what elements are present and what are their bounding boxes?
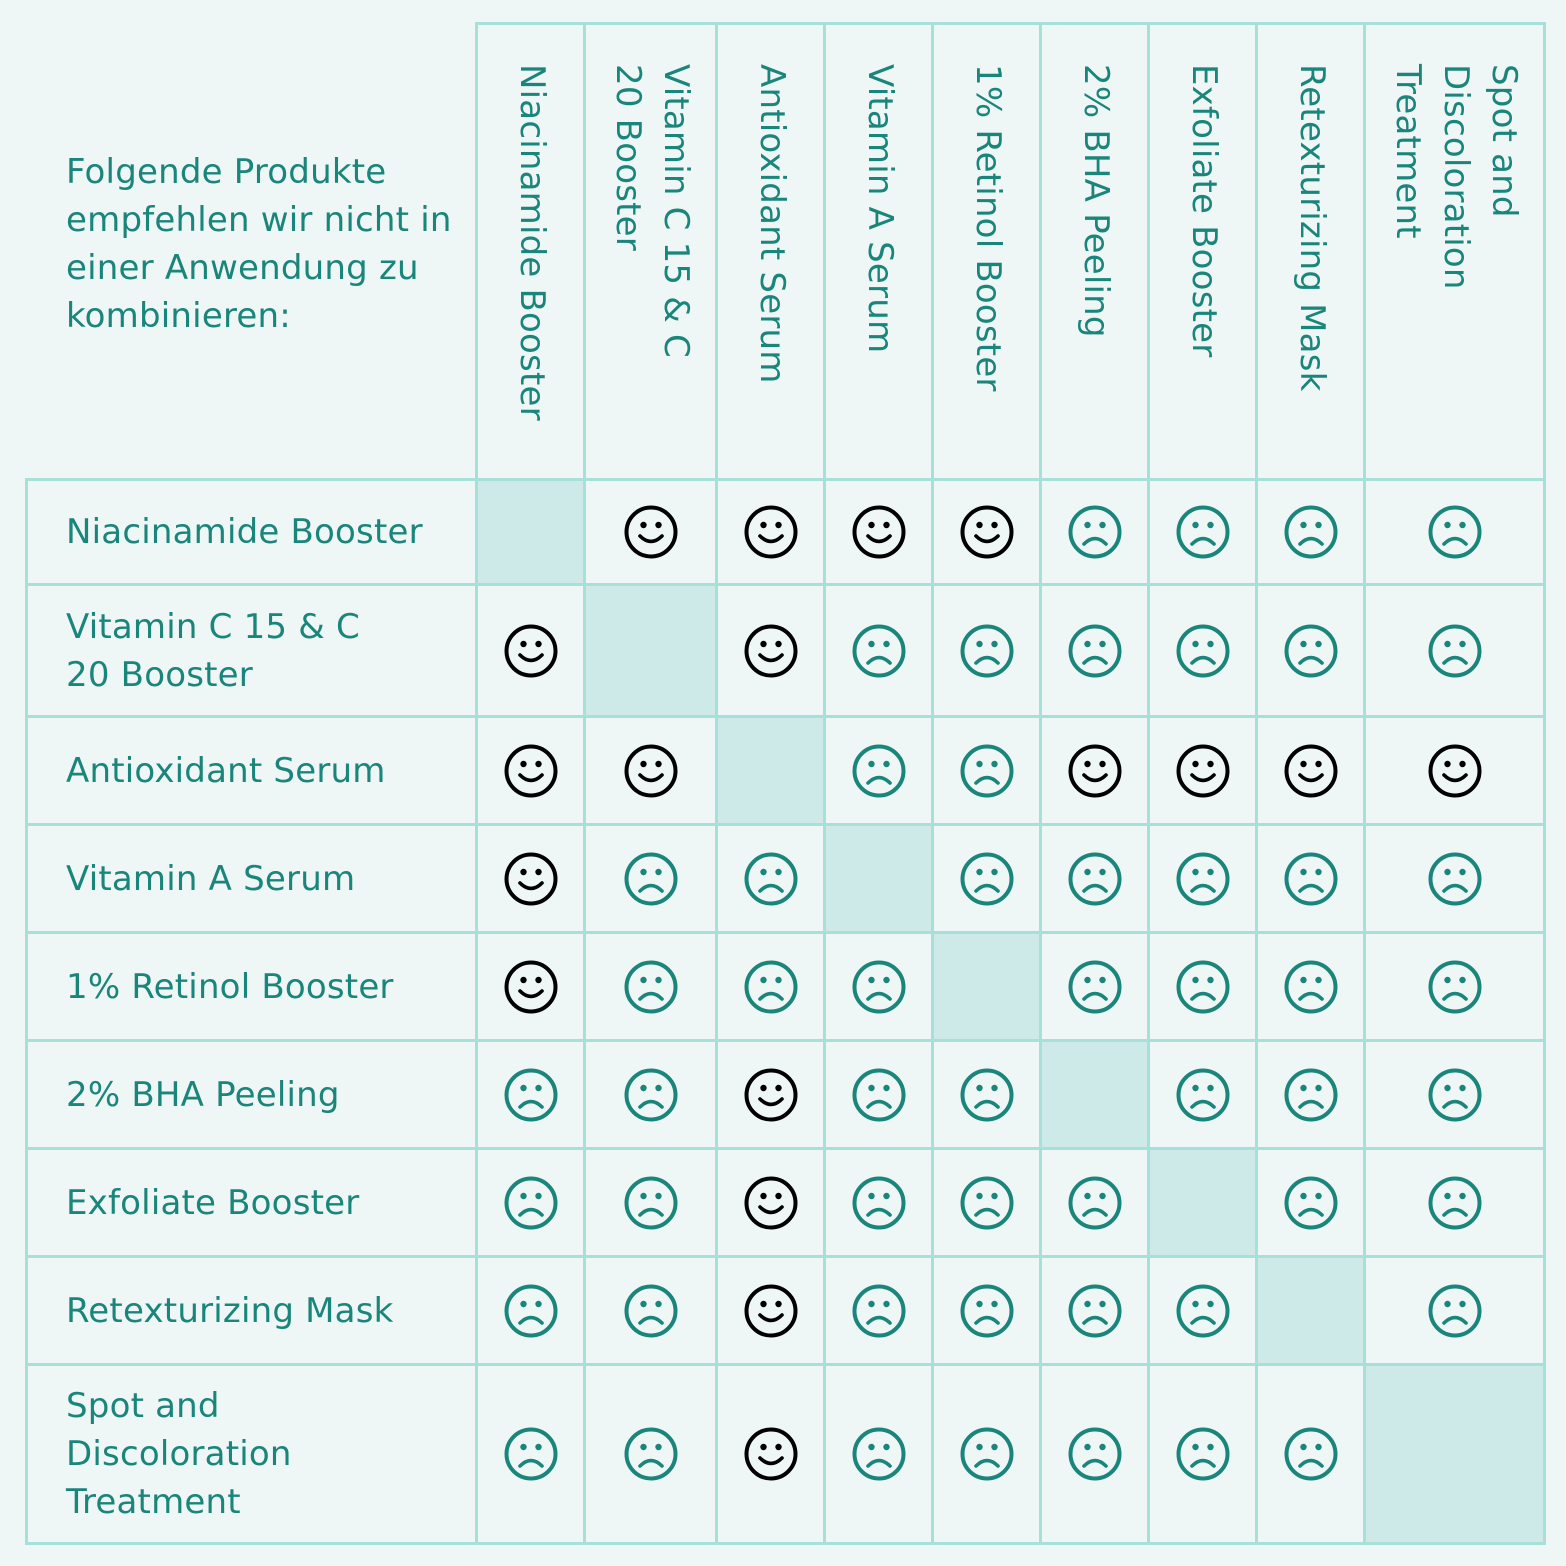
grid-vline xyxy=(823,22,826,1545)
column-header: Antioxidant Serum xyxy=(752,64,792,384)
grid-vline xyxy=(1147,22,1150,1545)
grid-hline xyxy=(25,1147,1546,1150)
grid-vline xyxy=(1363,22,1366,1545)
grid-vline xyxy=(583,22,586,1545)
sad-icon xyxy=(744,960,798,1014)
diagonal-cell xyxy=(586,586,715,715)
sad-icon xyxy=(624,1284,678,1338)
sad-icon xyxy=(624,1068,678,1122)
happy-icon xyxy=(504,960,558,1014)
sad-icon xyxy=(1068,505,1122,559)
sad-icon xyxy=(852,1176,906,1230)
sad-icon xyxy=(1428,852,1482,906)
grid-vline xyxy=(1543,22,1546,1545)
sad-icon xyxy=(1176,1284,1230,1338)
sad-icon xyxy=(1176,505,1230,559)
sad-icon xyxy=(1284,1068,1338,1122)
sad-icon xyxy=(1428,505,1482,559)
sad-icon xyxy=(960,744,1014,798)
sad-icon xyxy=(1284,624,1338,678)
row-label: Niacinamide Booster xyxy=(66,512,423,552)
sad-icon xyxy=(1428,960,1482,1014)
row-label: Exfoliate Booster xyxy=(66,1182,360,1223)
column-header: Vitamin A Serum xyxy=(860,64,900,354)
sad-icon xyxy=(624,852,678,906)
sad-icon xyxy=(852,1284,906,1338)
sad-icon xyxy=(960,1427,1014,1481)
happy-icon xyxy=(744,1176,798,1230)
sad-icon xyxy=(744,852,798,906)
sad-icon xyxy=(1068,960,1122,1014)
grid-vline xyxy=(1039,22,1042,1545)
sad-icon xyxy=(1068,624,1122,678)
column-header: 1% Retinol Booster xyxy=(968,64,1008,392)
happy-icon xyxy=(1068,744,1122,798)
intro-text: Folgende Produkte empfehlen wir nicht in einer Anwendung zu kombinieren: xyxy=(66,152,452,336)
happy-icon xyxy=(504,744,558,798)
row-label: 1% Retinol Booster xyxy=(66,966,394,1007)
diagonal-cell xyxy=(718,718,823,823)
sad-icon xyxy=(852,1427,906,1481)
happy-icon xyxy=(1176,744,1230,798)
happy-icon xyxy=(744,1068,798,1122)
sad-icon xyxy=(1428,624,1482,678)
happy-icon xyxy=(852,505,906,559)
column-header: Vitamin C 15 & C 20 Booster xyxy=(608,64,696,358)
sad-icon xyxy=(1068,1284,1122,1338)
diagonal-cell xyxy=(1150,1150,1255,1255)
happy-icon xyxy=(624,505,678,559)
row-label: Vitamin C 15 & C 20 Booster xyxy=(66,606,360,695)
sad-icon xyxy=(852,624,906,678)
column-header: 2% BHA Peeling xyxy=(1076,64,1116,338)
column-header: Spot and Discoloration Treatment xyxy=(1388,64,1524,290)
row-label: Retexturizing Mask xyxy=(66,1290,394,1331)
grid-vline xyxy=(25,478,28,1545)
sad-icon xyxy=(624,960,678,1014)
happy-icon xyxy=(744,1284,798,1338)
column-header: Exfoliate Booster xyxy=(1184,64,1224,358)
sad-icon xyxy=(1176,852,1230,906)
grid-hline xyxy=(25,823,1546,826)
sad-icon xyxy=(960,1176,1014,1230)
grid-hline xyxy=(25,931,1546,934)
happy-icon xyxy=(624,744,678,798)
sad-icon xyxy=(960,624,1014,678)
sad-icon xyxy=(960,852,1014,906)
sad-icon xyxy=(1428,1176,1482,1230)
sad-icon xyxy=(852,1068,906,1122)
sad-icon xyxy=(1176,1068,1230,1122)
diagonal-cell xyxy=(1366,1366,1543,1542)
sad-icon xyxy=(1284,852,1338,906)
sad-icon xyxy=(1068,1427,1122,1481)
happy-icon xyxy=(960,505,1014,559)
column-header: Retexturizing Mask xyxy=(1292,64,1332,392)
diagonal-cell xyxy=(1258,1258,1363,1363)
sad-icon xyxy=(1284,1427,1338,1481)
grid-hline xyxy=(25,583,1546,586)
row-label: 2% BHA Peeling xyxy=(66,1074,340,1115)
sad-icon xyxy=(1176,624,1230,678)
happy-icon xyxy=(504,852,558,906)
sad-icon xyxy=(504,1284,558,1338)
diagonal-cell xyxy=(934,934,1039,1039)
happy-icon xyxy=(1428,744,1482,798)
sad-icon xyxy=(1284,505,1338,559)
happy-icon xyxy=(744,1427,798,1481)
sad-icon xyxy=(852,960,906,1014)
sad-icon xyxy=(1068,852,1122,906)
sad-icon xyxy=(504,1176,558,1230)
grid-hline xyxy=(25,1039,1546,1042)
sad-icon xyxy=(960,1068,1014,1122)
sad-icon xyxy=(1176,960,1230,1014)
sad-icon xyxy=(1284,1176,1338,1230)
sad-icon xyxy=(624,1176,678,1230)
grid-hline xyxy=(25,478,1546,481)
sad-icon xyxy=(624,1427,678,1481)
sad-icon xyxy=(960,1284,1014,1338)
sad-icon xyxy=(1428,1284,1482,1338)
row-label: Vitamin A Serum xyxy=(66,858,356,899)
diagonal-cell xyxy=(826,826,931,931)
happy-icon xyxy=(504,624,558,678)
sad-icon xyxy=(504,1427,558,1481)
column-header: Niacinamide Booster xyxy=(512,64,552,421)
diagonal-cell xyxy=(1042,1042,1147,1147)
sad-icon xyxy=(852,744,906,798)
diagonal-cell xyxy=(478,481,583,583)
happy-icon xyxy=(744,624,798,678)
sad-icon xyxy=(1068,1176,1122,1230)
happy-icon xyxy=(744,505,798,559)
sad-icon xyxy=(1284,960,1338,1014)
sad-icon xyxy=(1176,1427,1230,1481)
sad-icon xyxy=(1428,1068,1482,1122)
grid-vline xyxy=(931,22,934,1545)
grid-vline xyxy=(475,22,478,1545)
happy-icon xyxy=(1284,744,1338,798)
grid-hline xyxy=(475,22,1546,25)
grid-hline xyxy=(25,1363,1546,1366)
grid-hline xyxy=(25,1542,1546,1545)
row-label: Antioxidant Serum xyxy=(66,750,386,791)
row-label: Spot and Discoloration Treatment xyxy=(66,1386,292,1522)
sad-icon xyxy=(504,1068,558,1122)
